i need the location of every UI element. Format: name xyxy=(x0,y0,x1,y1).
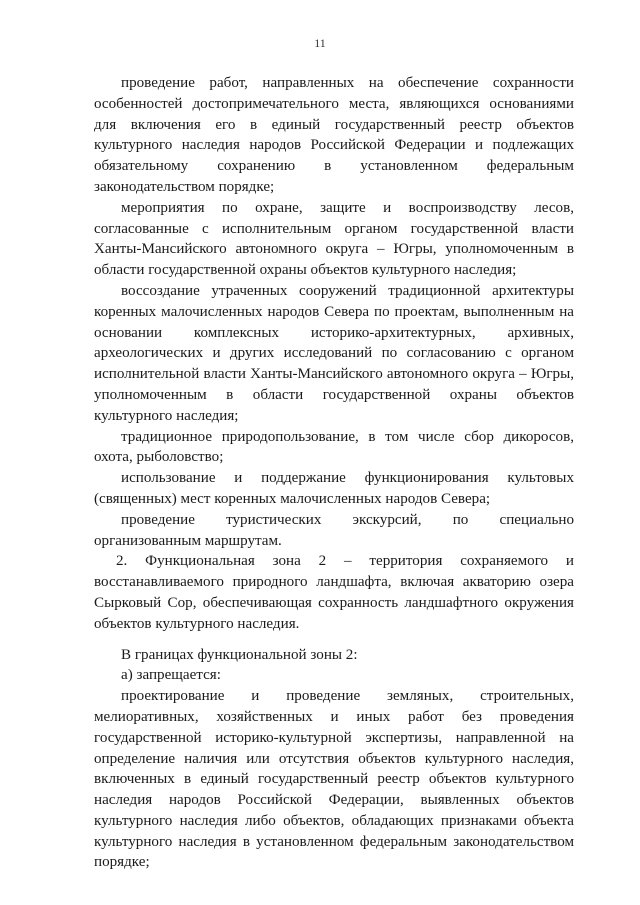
paragraph-cult-places: использование и поддержание функционирования культовых (священных) мест коренных малочисленных народов Севера; xyxy=(94,470,574,507)
paragraph-preservation-works: проведение работ, направленных на обеспечение сохранности особенностей достопримечательного места, являющихся основаниями для включения его в единый государственный реестр объектов культурного наследия народов Российской Федерации и подлежащих обязательному сохранению в установленном федеральным законодательством порядке; xyxy=(94,75,574,195)
paragraph-zone-2-boundaries: В границах функциональной зоны 2: xyxy=(121,646,358,663)
paragraph-forest-protection: мероприятия по охране, защите и воспроизводству лесов, согласованные с исполнительным органом государственной власти Ханты-Мансийского автономного округа – Югры, уполномоченным в области государственной охраны объектов культурного наследия; xyxy=(94,199,574,279)
paragraph-tourist-excursions: проведение туристических экскурсий, по специально организованным маршрутам. xyxy=(94,511,574,549)
paragraph-traditional-nature-use: традиционное природопользование, в том числе сбор дикоросов, охота, рыболовство; xyxy=(94,428,574,466)
page-number: 11 xyxy=(314,36,326,50)
paragraph-architecture-recreation: воссоздание утраченных сооружений традиционной архитектуры коренных малочисленных народов Севера по проектам, выполненным на основании комплексных историко-архитектурных, архивных, археологических и других исследований по согласованию с органом исполнительной власти Ханты-Мансийского автономного округа – Югры, уполномоченным в области государственной охраны объектов культурного наследия; xyxy=(94,282,574,424)
paragraph-design-prohibition: проектирование и проведение земляных, строительных, мелиоративных, хозяйственных и иных работ без проведения государственной историко-культурной экспертизы, направленной на определение наличия или отсутствия объектов культурного наследия, включенных в единый государственный реестр объектов культурного наследия народов Российской Федерации, выявленных объектов культурного наследия либо объектов, обладающих признаками объекта культурного наследия в установленном федеральным законодательством порядке; xyxy=(94,688,574,871)
paragraph-prohibited-heading: а) запрещается: xyxy=(121,667,221,684)
paragraph-functional-zone-2: 2. Функциональная зона 2 – территория сохраняемого и восстанавливаемого природного ландшафта, включая акваторию озера Сырковый Сор, обеспечивающая сохранность ландшафтного окружения объектов культурного наследия. xyxy=(94,553,574,632)
document-body xyxy=(94,73,574,873)
